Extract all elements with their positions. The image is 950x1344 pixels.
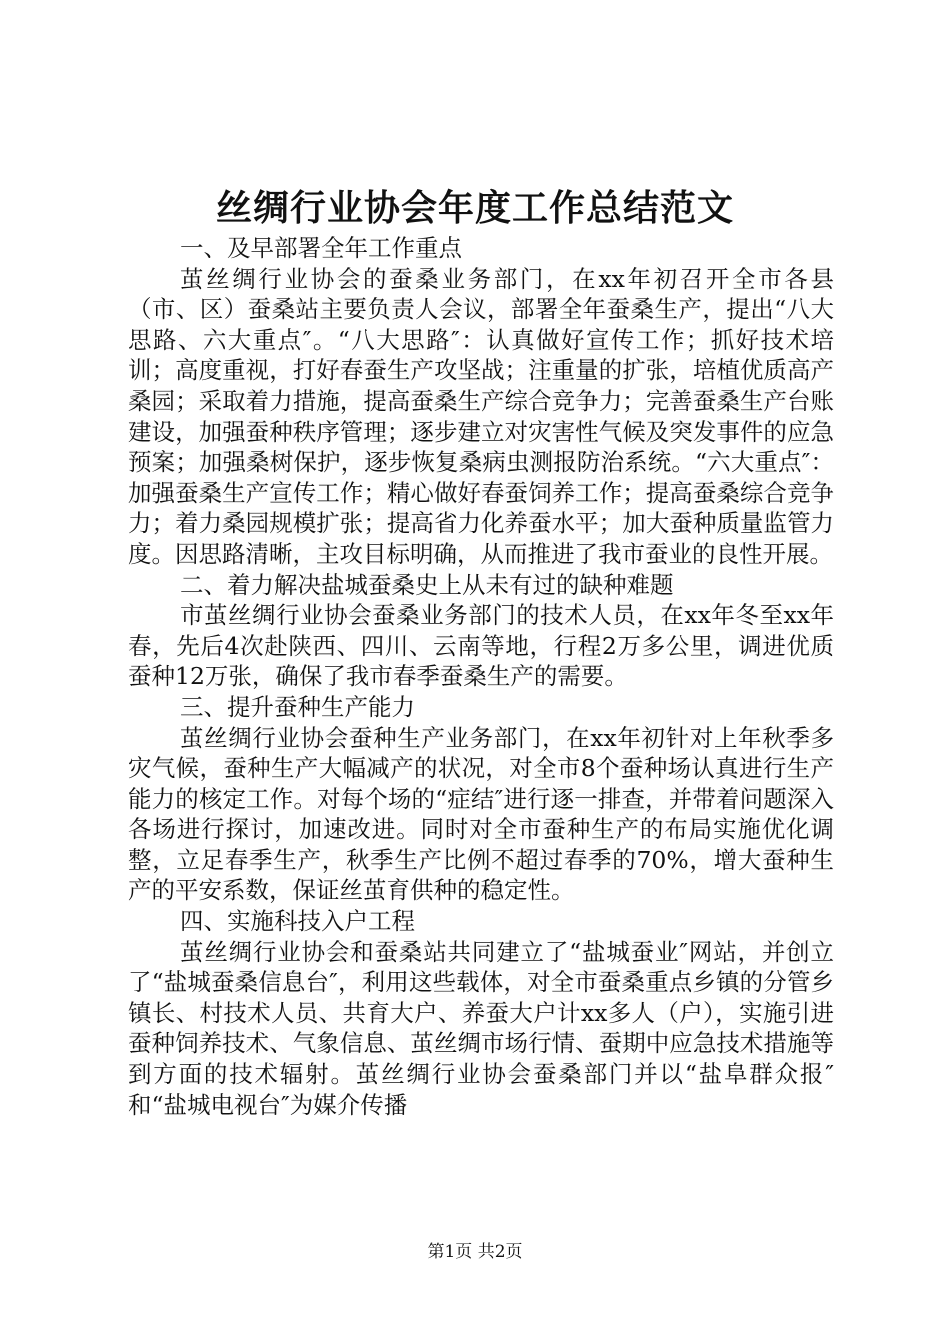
document-title: 丝绸行业协会年度工作总结范文: [215, 187, 734, 229]
page-number-footer: 第1页 共2页: [427, 1242, 523, 1262]
section-heading-2: 二、着力解决盐城蚕桑史上从未有过的缺种难题: [180, 570, 674, 599]
section-paragraph-2: 市茧丝绸行业协会蚕桑业务部门的技术人员，在xx年冬至xx年春，先后4次赴陕西、四川、云南等地，行程2万多公里，调进优质蚕种12万张，确保了我市春季蚕桑生产的需要。: [128, 601, 834, 691]
section-paragraph-3: 茧丝绸行业协会蚕种生产业务部门，在xx年初针对上年秋季多灾气候，蚕种生产大幅减产的状况，对全市8个蚕种场认真进行生产能力的核定工作。对每个场的“症结″进行逐一排查，并带着问题深入各场进行探讨，加速改进。同时对全市蚕种生产的布局实施优化调整，立足春季生产，秋季生产比例不超过春季的70%，增大蚕种生产的平安系数，保证丝茧育供种的稳定性。: [128, 723, 834, 905]
section-heading-3: 三、提升蚕种生产能力: [180, 692, 415, 721]
section-heading-1: 一、及早部署全年工作重点: [180, 234, 462, 262]
section-heading-4: 四、实施科技入户工程: [180, 907, 415, 936]
section-paragraph-1: 茧丝绸行业协会的蚕桑业务部门，在xx年初召开全市各县（市、区）蚕桑站主要负责人会议，部署全年蚕桑生产，提出“八大思路、六大重点″。“八大思路″：认真做好宣传工作；抓好技术培训；高度重视，打好春蚕生产攻坚战；注重量的扩张，培植优质高产桑园；采取着力措施，提高蚕桑生产综合竞争力；完善蚕桑生产台账建设，加强蚕种秩序管理；逐步建立对灾害性气候及突发事件的应急预案；加强桑树保护，逐步恢复桑病虫测报防治系统。“六大重点″：加强蚕桑生产宣传工作；精心做好春蚕饲养工作；提高蚕桑综合竞争力；着力桑园规模扩张；提高省力化养蚕水平；加大蚕种质量监管力度。因思路清晰，主攻目标明确，从而推进了我市蚕业的良性开展。: [128, 264, 834, 568]
section-paragraph-4: 茧丝绸行业协会和蚕桑站共同建立了“盐城蚕业″网站，并创立了“盐城蚕桑信息台″，利用这些载体，对全市蚕桑重点乡镇的分管乡镇长、村技术人员、共育大户、养蚕大户计xx多人（户），实施引进蚕种饲养技术、气象信息、茧丝绸市场行情、蚕期中应急技术措施等到方面的技术辐射。茧丝绸行业协会蚕桑部门并以“盐阜群众报″和“盐城电视台″为媒介传播: [128, 937, 834, 1119]
document-body: [128, 233, 834, 1120]
